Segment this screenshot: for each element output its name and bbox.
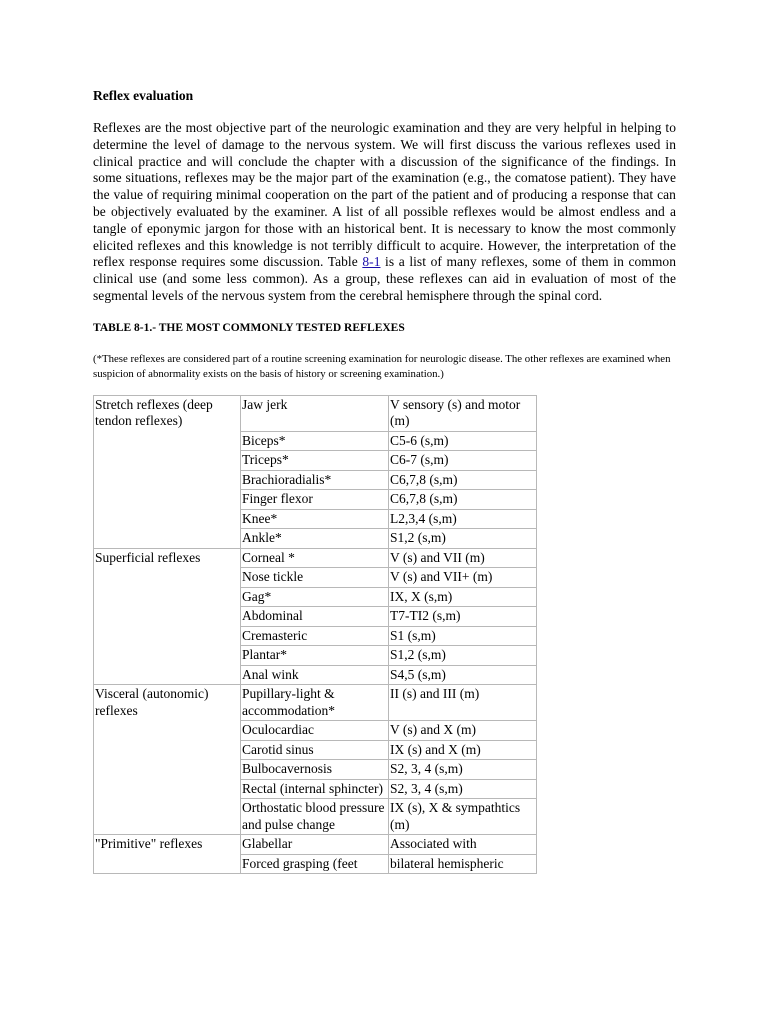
reflex-cell: Plantar*	[241, 646, 389, 666]
table-row	[94, 646, 537, 666]
category-cell: Superficial reflexes	[94, 548, 241, 568]
segment-cell: Associated with	[389, 835, 537, 855]
segment-cell: V (s) and VII+ (m)	[389, 568, 537, 588]
table-row	[94, 740, 537, 760]
category-cell	[94, 470, 241, 490]
reflex-cell: Gag*	[241, 587, 389, 607]
table-title: TABLE 8-1.- THE MOST COMMONLY TESTED REFLEXES	[93, 321, 405, 334]
table-row	[94, 854, 537, 874]
table-row	[94, 451, 537, 471]
reflex-cell: Orthostatic blood pressure and pulse change	[241, 799, 389, 835]
reflex-cell: Brachioradialis*	[241, 470, 389, 490]
reflex-cell: Jaw jerk	[241, 395, 389, 431]
table-row	[94, 685, 537, 721]
segment-cell: V sensory (s) and motor (m)	[389, 395, 537, 431]
table-note: (*These reflexes are considered part of a routine screening examination for neurologic disease. The other reflexes are examined when suspicion of abnormality exists on the basis of history or screening examination.)	[93, 352, 671, 380]
category-cell	[94, 431, 241, 451]
category-cell	[94, 760, 241, 780]
reflex-cell: Ankle*	[241, 529, 389, 549]
category-cell: Visceral (autonomic) reflexes	[94, 685, 241, 721]
category-cell	[94, 529, 241, 549]
category-cell	[94, 490, 241, 510]
table-row	[94, 395, 537, 431]
segment-cell: S1,2 (s,m)	[389, 646, 537, 666]
reflex-cell: Triceps*	[241, 451, 389, 471]
category-cell: Stretch reflexes (deep tendon reflexes)	[94, 395, 241, 431]
table-row	[94, 509, 537, 529]
category-cell	[94, 626, 241, 646]
reflex-cell: Anal wink	[241, 665, 389, 685]
table-row	[94, 470, 537, 490]
category-cell	[94, 587, 241, 607]
segment-cell: bilateral hemispheric	[389, 854, 537, 874]
reflex-cell: Glabellar	[241, 835, 389, 855]
document-page	[93, 86, 676, 874]
category-cell	[94, 799, 241, 835]
table-row	[94, 431, 537, 451]
table-row	[94, 529, 537, 549]
table-row	[94, 665, 537, 685]
reflex-cell: Abdominal	[241, 607, 389, 627]
reflex-cell: Corneal *	[241, 548, 389, 568]
segment-cell: C6-7 (s,m)	[389, 451, 537, 471]
table-row	[94, 835, 537, 855]
segment-cell: S1,2 (s,m)	[389, 529, 537, 549]
segment-cell: C6,7,8 (s,m)	[389, 470, 537, 490]
paragraph-text-after-link: is a list of many reflexes, some of them in common clinical use (and some less common). As a group, these reflexes can aid in evaluation of most of the segmental levels of the nervous system from the cerebral hemisphere through the spinal cord.	[93, 254, 676, 303]
intro-paragraph	[93, 120, 676, 305]
segment-cell: IX (s) and X (m)	[389, 740, 537, 760]
table-row	[94, 721, 537, 741]
segment-cell: S2, 3, 4 (s,m)	[389, 760, 537, 780]
segment-cell: L2,3,4 (s,m)	[389, 509, 537, 529]
table-row	[94, 568, 537, 588]
segment-cell: V (s) and VII (m)	[389, 548, 537, 568]
segment-cell: IX, X (s,m)	[389, 587, 537, 607]
reflex-cell: Biceps*	[241, 431, 389, 451]
reflex-cell: Bulbocavernosis	[241, 760, 389, 780]
segment-cell: S1 (s,m)	[389, 626, 537, 646]
category-cell: "Primitive" reflexes	[94, 835, 241, 855]
reflex-cell: Carotid sinus	[241, 740, 389, 760]
table-row	[94, 760, 537, 780]
category-cell	[94, 568, 241, 588]
category-cell	[94, 607, 241, 627]
reflex-cell: Cremasteric	[241, 626, 389, 646]
reflex-cell: Nose tickle	[241, 568, 389, 588]
table-row	[94, 587, 537, 607]
category-cell	[94, 721, 241, 741]
table-row	[94, 626, 537, 646]
segment-cell: IX (s), X & sympathtics (m)	[389, 799, 537, 835]
reflex-cell: Forced grasping (feet	[241, 854, 389, 874]
section-heading: Reflex evaluation	[93, 88, 194, 103]
category-cell	[94, 509, 241, 529]
reflex-cell: Finger flexor	[241, 490, 389, 510]
table-8-1-link[interactable]: 8-1	[362, 254, 381, 270]
segment-cell: S4,5 (s,m)	[389, 665, 537, 685]
reflex-table-body	[94, 395, 537, 874]
table-row	[94, 607, 537, 627]
segment-cell: C5-6 (s,m)	[389, 431, 537, 451]
table-row	[94, 799, 537, 835]
reflex-table	[93, 395, 537, 875]
category-cell	[94, 451, 241, 471]
reflex-cell: Pupillary-light & accommodation*	[241, 685, 389, 721]
category-cell	[94, 854, 241, 874]
segment-cell: T7-TI2 (s,m)	[389, 607, 537, 627]
reflex-cell: Rectal (internal sphincter)	[241, 779, 389, 799]
segment-cell: S2, 3, 4 (s,m)	[389, 779, 537, 799]
segment-cell: V (s) and X (m)	[389, 721, 537, 741]
segment-cell: C6,7,8 (s,m)	[389, 490, 537, 510]
category-cell	[94, 646, 241, 666]
table-row	[94, 779, 537, 799]
table-row	[94, 548, 537, 568]
category-cell	[94, 779, 241, 799]
reflex-cell: Oculocardiac	[241, 721, 389, 741]
paragraph-text-before-link: Reflexes are the most objective part of the neurologic examination and they are very helpful in helping to determine the level of damage to the nervous system. We will first discuss the various reflexes used in clinical practice and will conclude the chapter with a discussion of the significance of the findings. In some situations, reflexes may be the major part of the examination (e.g., the comatose patient). They have the value of requiring minimal cooperation on the part of the patient and of producing a response that can be objectively evaluated by the examiner. A list of all possible reflexes would be almost endless and a tangle of eponymic jargon for those with an historical bent. It is necessary to know the most commonly elicited reflexes and this knowledge is not terribly difficult to acquire. However, the interpretation of the reflex response requires some discussion. Table	[93, 120, 676, 270]
reflex-cell: Knee*	[241, 509, 389, 529]
category-cell	[94, 665, 241, 685]
category-cell	[94, 740, 241, 760]
segment-cell: II (s) and III (m)	[389, 685, 537, 721]
table-row	[94, 490, 537, 510]
